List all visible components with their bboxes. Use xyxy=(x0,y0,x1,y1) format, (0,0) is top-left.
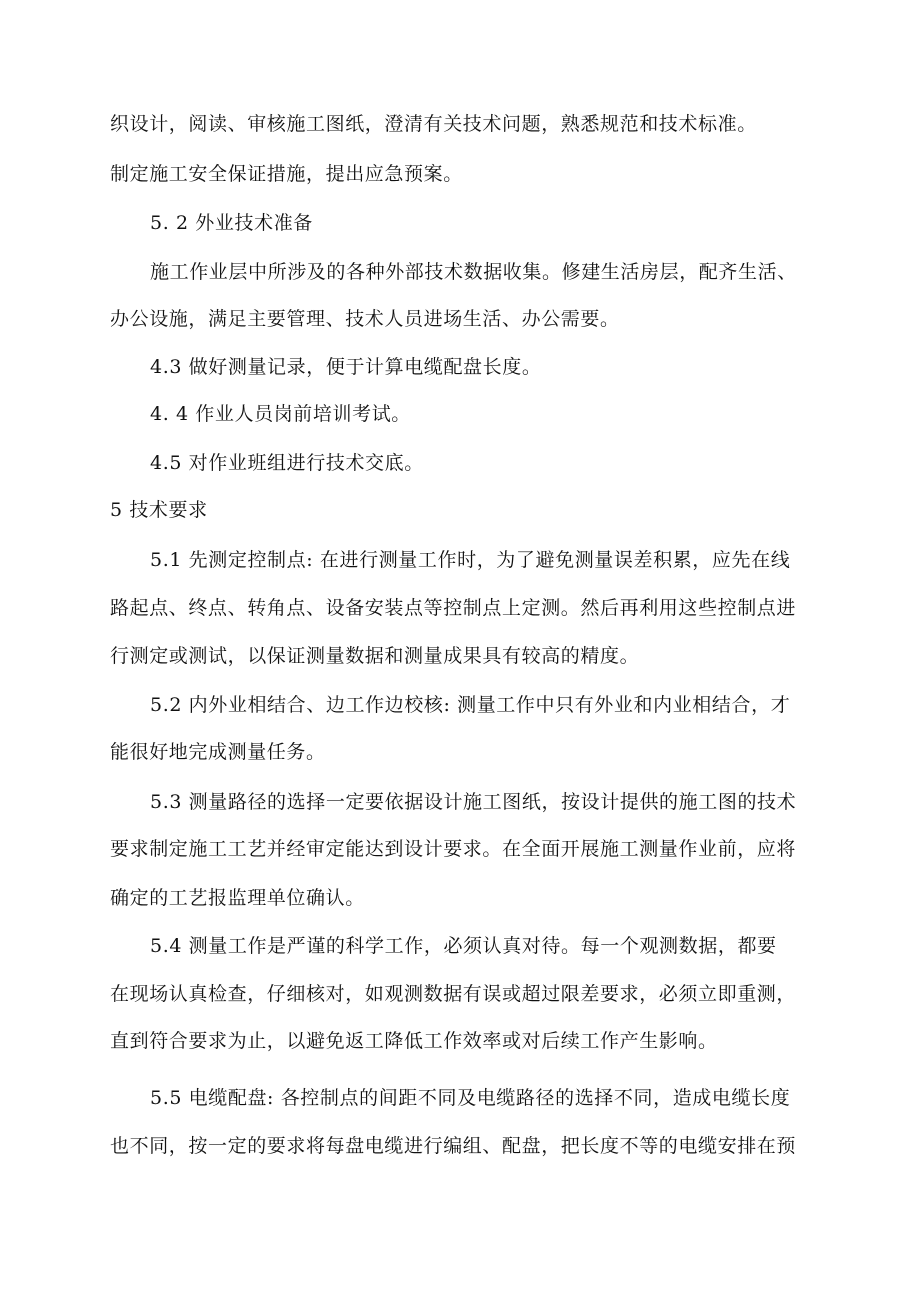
text-line: 能很好地完成测量任务。 xyxy=(110,741,326,763)
text-line: 行测定或测试，以保证测量数据和测量成果具有较高的精度。 xyxy=(110,645,640,667)
section-heading: 5 技术要求 xyxy=(110,499,208,521)
text-line: 4. 4 作业人员岗前培训考试。 xyxy=(150,403,411,425)
text-line: 也不同，按一定的要求将每盘电缆进行编组、配盘，把长度不等的电缆安排在预 xyxy=(110,1135,797,1157)
text-line: 5.3 测量路径的选择一定要依据设计施工图纸，按设计提供的施工图的技术 xyxy=(150,791,797,813)
text-line: 5.2 内外业相结合、边工作边校核: 测量工作中只有外业和内业相结合，才 xyxy=(150,694,791,716)
text-line: 办公设施，满足主要管理、技术人员进场生活、办公需要。 xyxy=(110,308,620,330)
text-line: 5.5 电缆配盘: 各控制点的间距不同及电缆路径的选择不同，造成电缆长度 xyxy=(150,1087,791,1109)
text-line: 4.5 对作业班组进行技术交底。 xyxy=(150,452,424,474)
text-line: 织设计，阅读、审核施工图纸，澄清有关技术问题，熟悉规范和技术标准。 xyxy=(110,113,757,135)
text-line: 5.4 测量工作是严谨的科学工作，必须认真对待。每一个观测数据，都要 xyxy=(150,935,777,957)
text-line: 在现场认真检查，仔细核对，如观测数据有误或超过限差要求，必须立即重测， xyxy=(110,983,797,1005)
text-line: 4.3 做好测量记录，便于计算电缆配盘长度。 xyxy=(150,356,542,378)
text-line: 5.1 先测定控制点: 在进行测量工作时，为了避免测量误差积累，应先在线 xyxy=(150,549,791,571)
text-line: 要求制定施工工艺并经审定能达到设计要求。在全面开展施工测量作业前，应将 xyxy=(110,838,797,860)
text-line: 确定的工艺报监理单位确认。 xyxy=(110,887,365,909)
text-line: 施工作业层中所涉及的各种外部技术数据收集。修建生活房层，配齐生活、 xyxy=(150,261,797,283)
section-heading: 5. 2 外业技术准备 xyxy=(150,212,313,234)
text-line: 路起点、终点、转角点、设备安装点等控制点上定测。然后再利用这些控制点进 xyxy=(110,597,797,619)
text-line: 直到符合要求为止，以避免返工降低工作效率或对后续工作产生影响。 xyxy=(110,1030,718,1052)
text-line: 制定施工安全保证措施，提出应急预案。 xyxy=(110,163,463,185)
